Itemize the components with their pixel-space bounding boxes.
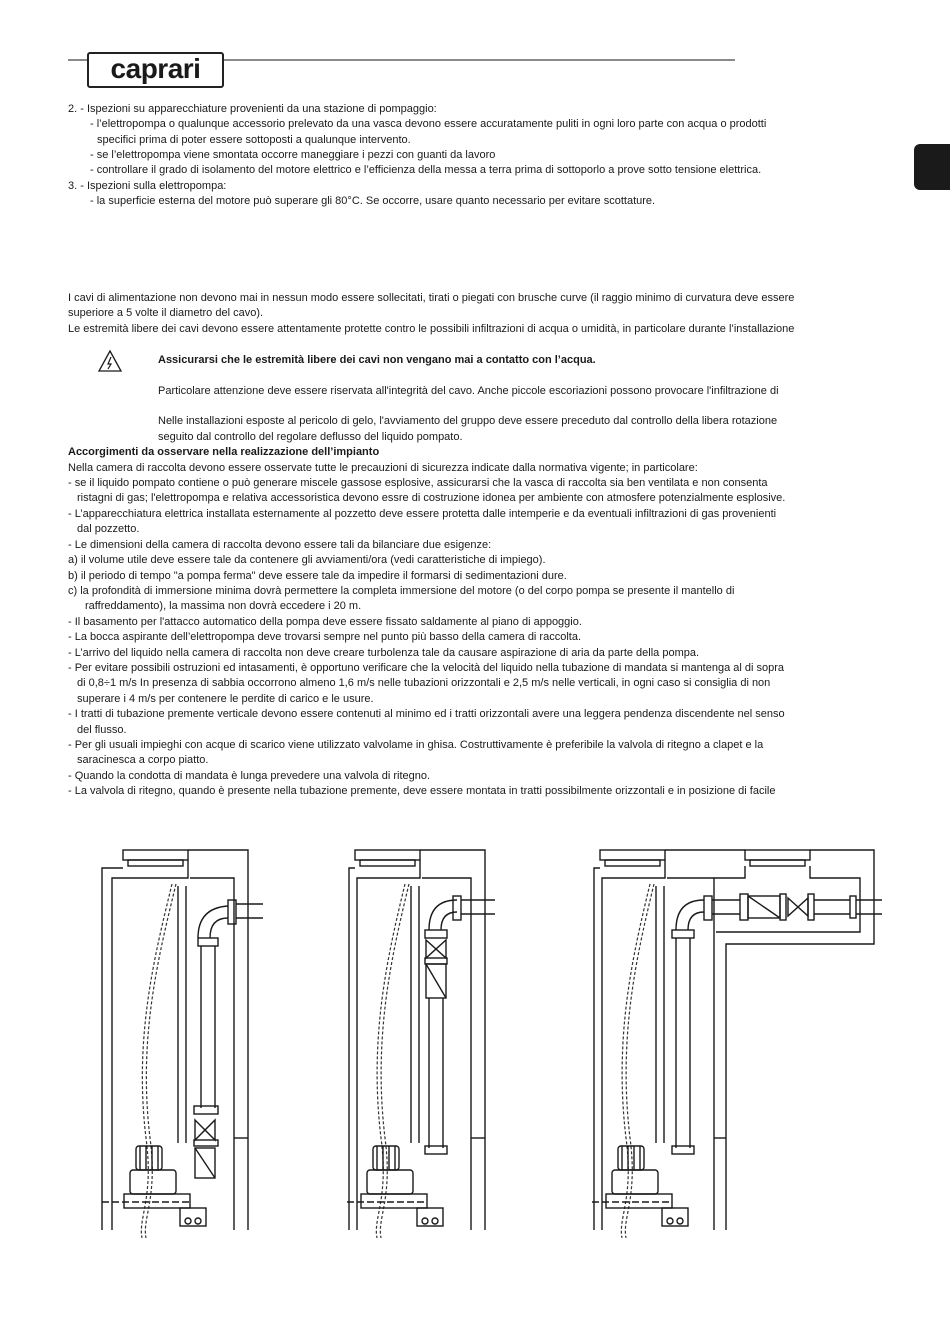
text-line: - La bocca aspirante dell’elettropompa deve trovarsi sempre nel punto più basso della camera di raccolta. <box>68 631 582 643</box>
logo-text: caprari <box>110 52 201 84</box>
text-line: a) il volume utile deve essere tale da contenere gli avviamenti/ora (vedi caratteristiche di impiego). <box>68 554 546 566</box>
text-line: Le estremità libere dei cavi devono essere attentamente protette contro le possibili infiltrazioni di acqua o umidità, in particolare durante l’installazione <box>68 323 795 335</box>
text-line: c) la profondità di immersione minima dovrà permettere la completa immersione del motore (o del corpo pompa se presente il mantello di <box>68 585 735 597</box>
installation-diagram-2 <box>345 838 545 1238</box>
text-line: - L’apparecchiatura elettrica installata esternamente al pozzetto deve essere protetta dalle intemperie e da eventuali infiltrazioni di gas provenienti <box>68 508 777 520</box>
text-line: - Quando la condotta di mandata è lunga prevedere una valvola di ritegno. <box>68 770 431 782</box>
header-rule-right <box>224 59 735 61</box>
text-line: specifici prima di poter essere sottoposti a qualunque intervento. <box>97 134 411 146</box>
caprari-logo <box>87 52 224 88</box>
text-line: Nella camera di raccolta devono essere osservate tutte le precauzioni di sicurezza indicate dalla normativa vigente; in particolare: <box>68 462 698 474</box>
text-line: superiore a 5 volte il diametro del cavo). <box>68 307 264 319</box>
text-line: - La valvola di ritegno, quando è presente nella tubazione premente, deve essere montata in tratti possibilmente orizzontali e in posizione di facile <box>68 785 776 797</box>
text-line: 2. - Ispezioni su apparecchiature provenienti da una stazione di pompaggio: <box>68 103 437 115</box>
text-line: saracinesca a corpo piatto. <box>77 754 209 766</box>
text-line: I cavi di alimentazione non devono mai in nessun modo essere sollecitati, tirati o piegati con brusche curve (il raggio minimo di curvatura deve essere <box>68 292 795 304</box>
header-rule-left <box>68 59 87 61</box>
installation-diagram-3 <box>590 838 890 1238</box>
warning-text: Assicurarsi che le estremità libere dei cavi non vengano mai a contatto con l’acqua. <box>158 354 596 366</box>
text-line: 3. - Ispezioni sulla elettropompa: <box>68 180 227 192</box>
text-line: - Le dimensioni della camera di raccolta devono essere tali da bilanciare due esigenze: <box>68 539 492 551</box>
warning-electric-icon <box>97 349 123 373</box>
text-line: - Per gli usuali impieghi con acque di scarico viene utilizzato valvolame in ghisa. Costruttivamente è preferibile la valvola di ritegno a clapet e la <box>68 739 764 751</box>
text-line: - L’arrivo del liquido nella camera di raccolta non deve creare turbolenza tale da causare aspirazione di aria da parte della pompa. <box>68 647 700 659</box>
installation-diagram-1 <box>98 838 298 1238</box>
text-line: ristagni di gas; l'elettropompa e relativa accessoristica devono essre di costruzione idonea per ambiente con atmosfere potenzialmente esplosive. <box>77 492 786 504</box>
section-heading: Accorgimenti da osservare nella realizzazione dell’impianto <box>68 446 380 458</box>
text-line: superare i 4 m/s per contenere le perdite di carico e le usure. <box>77 693 374 705</box>
text-line: - controllare il grado di isolamento del motore elettrico e l’efficienza della messa a terra prima di sottoporlo a prove sotto tensione elettrica. <box>90 164 762 176</box>
text-line: di 0,8÷1 m/s In presenza di sabbia occorrono almeno 1,6 m/s nelle tubazioni orizzontali e 2,5 m/s nelle verticali, in ogni caso si consiglia di non <box>77 677 771 689</box>
text-line: - la superficie esterna del motore può superare gli 80°C. Se occorre, usare quanto necessario per evitare scottature. <box>90 195 656 207</box>
section-tab-marker <box>914 144 950 190</box>
text-line: raffreddamento), la massima non dovrà eccedere i 20 m. <box>85 600 362 612</box>
text-line: Nelle installazioni esposte al pericolo di gelo, l'avviamento del gruppo deve essere preceduto dal controllo della libera rotazione <box>158 415 778 427</box>
text-line: - l’elettropompa o qualunque accessorio prelevato da una vasca devono essere accuratamente puliti in ogni loro parte con acqua o prodotti <box>90 118 767 130</box>
text-line: - Il basamento per l'attacco automatico della pompa deve essere fissato saldamente al piano di appoggio. <box>68 616 582 628</box>
text-line: seguito dal controllo del regolare deflusso del liquido pompato. <box>158 431 463 443</box>
text-line: - I tratti di tubazione premente verticale devono essere contenuti al minimo ed i tratti orizzontali avere una leggera pendenza discendente nel senso <box>68 708 785 720</box>
text-line: b) il periodo di tempo "a pompa ferma" deve essere tale da impedire il formarsi di sedimentazioni dure. <box>68 570 567 582</box>
text-line: del flusso. <box>77 724 127 736</box>
text-line: - se il liquido pompato contiene o può generare miscele gassose esplosive, assicurarsi che la vasca di raccolta sia ben ventilata e non consenta <box>68 477 768 489</box>
text-line: dal pozzetto. <box>77 523 140 535</box>
text-line: - Per evitare possibili ostruzioni ed intasamenti, è opportuno verificare che la velocità del liquido nella tubazione di mandata si mantenga al di sopra <box>68 662 785 674</box>
text-line: - se l’elettropompa viene smontata occorre maneggiare i pezzi con guanti da lavoro <box>90 149 496 161</box>
text-line: Particolare attenzione deve essere riservata all'integrità del cavo. Anche piccole escoriazioni possono provocare l'infiltrazione di <box>158 385 779 397</box>
